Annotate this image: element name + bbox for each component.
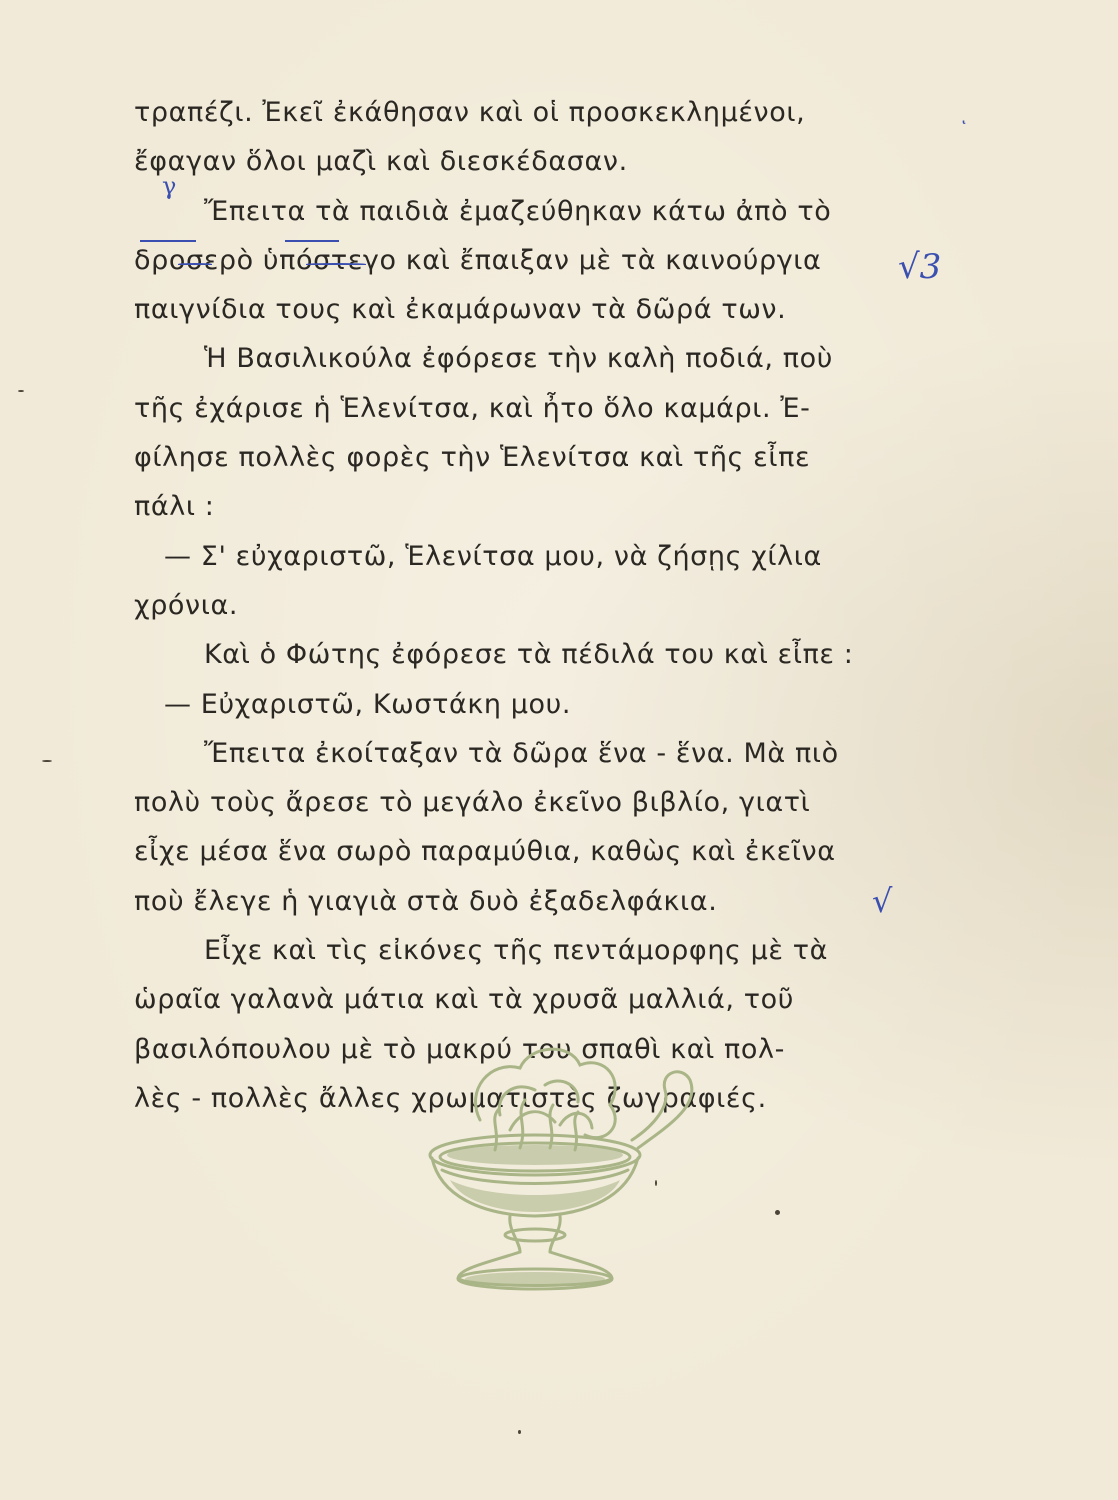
text-line-12: Καὶ ὁ Φώτης ἐφόρεσε τὰ πέδιλά του καὶ εἶπε : bbox=[204, 639, 854, 671]
text-line-9: πάλι : bbox=[134, 491, 215, 523]
text-line-10: — Σ' εὐχαριστῶ, Ἑλενίτσα μου, νὰ ζήσῃς χίλια bbox=[164, 540, 822, 572]
text-line-17: ποὺ ἔλεγε ἡ γιαγιὰ στὰ δυὸ ἐξαδελφάκια. bbox=[134, 885, 718, 917]
body-text bbox=[134, 88, 964, 1123]
text-line-2: ἔφαγαν ὅλοι μαζὶ καὶ διεσκέδασαν. bbox=[134, 146, 628, 178]
pencil-arc-1 bbox=[178, 263, 212, 265]
incense-burner-illustration bbox=[370, 1030, 710, 1300]
text-line-19: ὡραῖα γαλανὰ μάτια καὶ τὰ χρυσᾶ μαλλιά, τοῦ bbox=[134, 984, 794, 1016]
text-line-8: φίλησε πολλὲς φορὲς τὴν Ἑλενίτσα καὶ τῆς εἶπε bbox=[134, 442, 811, 474]
text-line-1: τραπέζι. Ἐκεῖ ἐκάθησαν καὶ οἱ προσκεκλημένοι, bbox=[134, 97, 806, 128]
text-line-5: παιγνίδια τους καὶ ἐκαμάρωναν τὰ δῶρά των. bbox=[134, 294, 787, 326]
pencil-underline-1 bbox=[140, 240, 196, 242]
text-line-6: Ἡ Βασιλικούλα ἐφόρεσε τὴν καλὴ ποδιά, ποὺ bbox=[204, 343, 833, 375]
pencil-mark-2: γ bbox=[162, 172, 177, 200]
pencil-end-check-mark: √ bbox=[872, 882, 893, 920]
text-line-3: Ἔπειτα τὰ παιδιὰ ἐμαζεύθηκαν κάτω ἀπὸ τὸ bbox=[204, 195, 832, 227]
text-line-14: Ἔπειτα ἐκοίταξαν τὰ δῶρα ἕνα - ἕνα. Μὰ πιὸ bbox=[204, 737, 839, 769]
text-line-15: πολὺ τοὺς ἄρεσε τὸ μεγάλο ἐκεῖνο βιβλίο, γιατὶ bbox=[134, 787, 811, 819]
text-line-18: Εἶχε καὶ τὶς εἰκόνες τῆς πεντάμορφης μὲ τὰ bbox=[204, 935, 829, 967]
text-line-20: βασιλόπουλου μὲ τὸ μακρύ του σπαθὶ καὶ πολ- bbox=[134, 1033, 785, 1065]
pencil-check-mark: √3 bbox=[898, 247, 942, 287]
pencil-arc-2 bbox=[306, 263, 366, 265]
text-line-16: εἶχε μέσα ἕνα σωρὸ παραμύθια, καθὼς καὶ ἐκεῖνα bbox=[134, 836, 836, 868]
text-line-21: λὲς - πολλὲς ἄλλες χρωματιστὲς ζωγραφιές. bbox=[134, 1082, 767, 1114]
text-line-13: — Εὐχαριστῶ, Κωστάκη μου. bbox=[164, 688, 572, 720]
text-line-7: τῆς ἐχάρισε ἡ Ἑλενίτσα, καὶ ἦτο ὅλο καμάρι. Ἐ- bbox=[134, 392, 811, 424]
pencil-underline-2 bbox=[285, 240, 339, 242]
text-line-4: δροσερὸ ὑπόστεγο καὶ ἔπαιξαν μὲ τὰ καινούργια bbox=[134, 244, 822, 276]
pencil-mark-1: ͺ bbox=[958, 100, 969, 125]
text-line-11: χρόνια. bbox=[134, 589, 239, 621]
